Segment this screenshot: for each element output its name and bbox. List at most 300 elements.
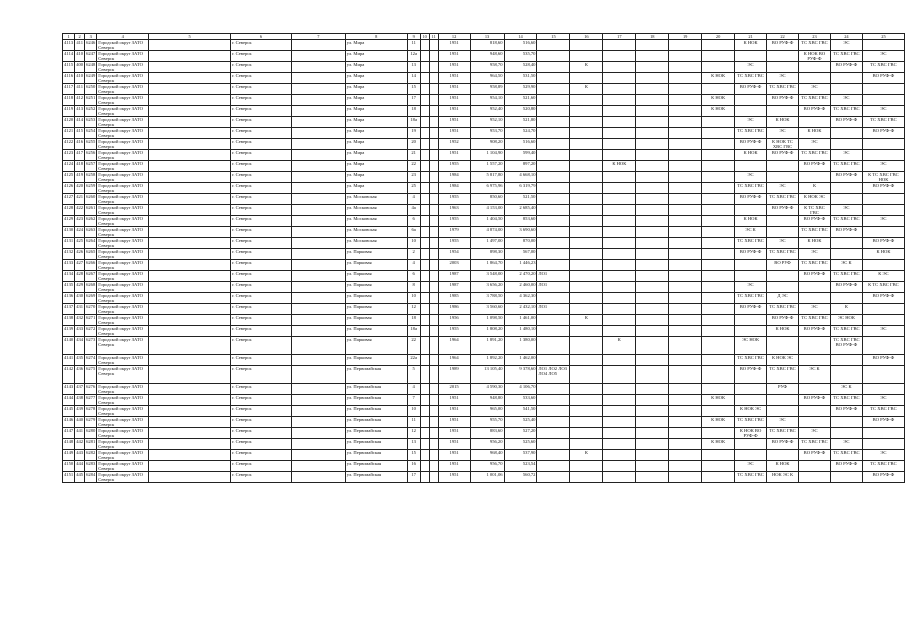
column-number: 11 <box>429 34 438 40</box>
col-20-cell <box>702 227 735 238</box>
col-21-cell: ТС ХВС ГВС <box>735 128 767 139</box>
year-cell: 1986 <box>438 304 470 315</box>
col-15-cell <box>537 326 570 337</box>
empty-cell <box>636 150 669 161</box>
living-area-cell: 520,80 <box>504 106 537 117</box>
col-15-cell <box>537 183 570 194</box>
empty-cell <box>420 315 429 326</box>
living-area-cell: 4 668,10 <box>504 172 537 183</box>
city-cell: г. Северск <box>230 461 291 472</box>
organization-cell: Городской округ ЗАТО Северск <box>97 84 149 95</box>
col-20-cell: К НОК <box>702 395 735 406</box>
sub-number: 440 <box>75 417 85 428</box>
col-23-cell <box>799 461 831 472</box>
col-21-cell: ВО РУФ-Ф <box>735 304 767 315</box>
object-code: 6258 <box>85 172 97 183</box>
living-area-cell: 535,70 <box>504 51 537 62</box>
street-cell: ул. Мира <box>345 84 407 95</box>
empty-cell <box>149 315 231 326</box>
column-number: 25 <box>862 34 904 40</box>
col-15-cell <box>537 472 570 483</box>
empty-cell <box>420 117 429 128</box>
sub-number: 437 <box>75 384 85 395</box>
col-23-cell <box>799 472 831 483</box>
empty-cell <box>636 40 669 51</box>
sub-number: 410 <box>75 73 85 84</box>
table-row <box>63 395 905 406</box>
object-code: 6257 <box>85 161 97 172</box>
col-25-cell <box>862 150 904 161</box>
sub-number: 444 <box>75 461 85 472</box>
organization-cell: Городской округ ЗАТО Северск <box>97 428 149 439</box>
column-number: 12 <box>438 34 470 40</box>
col-22-cell: ВО РУФ-Ф <box>767 150 799 161</box>
empty-cell <box>420 384 429 395</box>
house-number-cell: 25 <box>407 183 420 194</box>
total-area-cell: 958,89 <box>470 84 504 95</box>
street-cell: ул. Мира <box>345 40 407 51</box>
record-number: 4136 <box>63 293 75 304</box>
year-cell: 1954 <box>438 249 470 260</box>
col-21-cell: ЭС <box>735 461 767 472</box>
col-25-cell: ЭС <box>862 450 904 461</box>
year-cell: 1951 <box>438 40 470 51</box>
total-area-cell: 4 153,00 <box>470 205 504 216</box>
col-23-cell: К <box>799 183 831 194</box>
total-area-cell: 1 098,50 <box>470 315 504 326</box>
total-area-cell: 1 892,20 <box>470 355 504 366</box>
organization-cell: Городской округ ЗАТО Северск <box>97 194 149 205</box>
year-cell: 1987 <box>438 282 470 293</box>
col-20-cell <box>702 249 735 260</box>
empty-cell <box>429 337 438 355</box>
total-area-cell: 952,40 <box>470 106 504 117</box>
empty-cell <box>669 161 702 172</box>
col-17-cell <box>603 395 636 406</box>
column-number: 2 <box>75 34 85 40</box>
col-21-cell: ВО РУФ-Ф <box>735 139 767 150</box>
col-24-cell <box>830 428 862 439</box>
empty-cell <box>149 395 231 406</box>
record-number: 4143 <box>63 384 75 395</box>
empty-cell <box>149 238 231 249</box>
total-area-cell: 1 808,20 <box>470 326 504 337</box>
record-number: 4146 <box>63 417 75 428</box>
empty-cell <box>429 227 438 238</box>
empty-cell <box>149 183 231 194</box>
total-area-cell: 3 548,00 <box>470 271 504 282</box>
record-number: 4138 <box>63 315 75 326</box>
record-number: 4131 <box>63 238 75 249</box>
total-area-cell: 1 001,06 <box>470 472 504 483</box>
empty-cell <box>429 139 438 150</box>
register-sheet <box>62 33 905 483</box>
table-row <box>63 271 905 282</box>
empty-cell <box>149 150 231 161</box>
sub-number: 435 <box>75 355 85 366</box>
col-21-cell <box>735 95 767 106</box>
empty-cell <box>149 51 231 62</box>
col-17-cell <box>603 150 636 161</box>
col-23-cell: К НОК ЭС <box>799 194 831 205</box>
col-17-cell <box>603 172 636 183</box>
record-number: 4140 <box>63 337 75 355</box>
empty-cell <box>429 62 438 73</box>
col-17-cell <box>603 73 636 84</box>
col-25-cell <box>862 194 904 205</box>
table-row <box>63 293 905 304</box>
col-21-cell: ТС ХВС ГВС <box>735 355 767 366</box>
empty-cell <box>669 150 702 161</box>
col-16-cell <box>570 73 603 84</box>
house-number-cell: 2 <box>407 249 420 260</box>
empty-cell <box>636 161 669 172</box>
column-number: 13 <box>470 34 504 40</box>
col-17-cell <box>603 117 636 128</box>
record-number: 4149 <box>63 450 75 461</box>
empty-cell <box>420 73 429 84</box>
table-row <box>63 172 905 183</box>
street-cell: ул. Первомайская <box>345 461 407 472</box>
record-number: 4126 <box>63 183 75 194</box>
col-25-cell <box>862 315 904 326</box>
col-15-cell <box>537 337 570 355</box>
col-23-cell <box>799 62 831 73</box>
object-code: 6255 <box>85 139 97 150</box>
col-20-cell <box>702 271 735 282</box>
col-22-cell <box>767 282 799 293</box>
city-cell: г. Северск <box>230 395 291 406</box>
col-22-cell <box>767 62 799 73</box>
empty-cell <box>429 395 438 406</box>
object-code: 6284 <box>85 472 97 483</box>
column-number: 15 <box>537 34 570 40</box>
organization-cell: Городской округ ЗАТО Северск <box>97 366 149 384</box>
col-16-cell <box>570 40 603 51</box>
empty-cell <box>291 282 345 293</box>
empty-cell <box>429 161 438 172</box>
col-17-cell <box>603 355 636 366</box>
empty-cell <box>420 62 429 73</box>
col-17-cell <box>603 194 636 205</box>
year-cell: 1979 <box>438 227 470 238</box>
empty-cell <box>420 139 429 150</box>
col-17-cell <box>603 461 636 472</box>
year-cell: 1984 <box>438 183 470 194</box>
city-cell: г. Северск <box>230 293 291 304</box>
total-area-cell: 958,70 <box>470 62 504 73</box>
empty-cell <box>429 439 438 450</box>
table-row <box>63 227 905 238</box>
col-16-cell <box>570 161 603 172</box>
col-25-cell <box>862 260 904 271</box>
col-17-cell <box>603 249 636 260</box>
col-16-cell <box>570 472 603 483</box>
record-number: 4151 <box>63 472 75 483</box>
year-cell: 1987 <box>438 271 470 282</box>
col-20-cell <box>702 150 735 161</box>
col-15-cell <box>537 205 570 216</box>
col-16-cell <box>570 366 603 384</box>
empty-cell <box>669 366 702 384</box>
living-area-cell: 527,20 <box>504 428 537 439</box>
empty-cell <box>636 293 669 304</box>
organization-cell: Городской округ ЗАТО Северск <box>97 395 149 406</box>
organization-cell: Городской округ ЗАТО Северск <box>97 227 149 238</box>
house-number-cell: 10 <box>407 238 420 249</box>
col-22-cell <box>767 337 799 355</box>
living-area-cell: 521,80 <box>504 117 537 128</box>
column-number: 9 <box>407 34 420 40</box>
col-25-cell: ЭС <box>862 106 904 117</box>
col-21-cell: К НОК ЭС <box>735 406 767 417</box>
record-number: 4121 <box>63 128 75 139</box>
total-area-cell: 883,60 <box>470 428 504 439</box>
year-cell: 1964 <box>438 355 470 366</box>
house-number-cell: 8 <box>407 282 420 293</box>
record-number: 4128 <box>63 205 75 216</box>
column-number: 10 <box>420 34 429 40</box>
record-number: 4132 <box>63 249 75 260</box>
living-area-cell: 521,50 <box>504 194 537 205</box>
col-20-cell <box>702 326 735 337</box>
house-number-cell: 22 <box>407 161 420 172</box>
empty-cell <box>669 205 702 216</box>
house-number-cell: 19 <box>407 128 420 139</box>
empty-cell <box>291 326 345 337</box>
living-area-cell: 2 460,00 <box>504 282 537 293</box>
street-cell: ул. Первомайская <box>345 406 407 417</box>
living-area-cell: 523,54 <box>504 461 537 472</box>
col-23-cell: ТС ХВС ГВС <box>799 315 831 326</box>
house-number-cell: 15 <box>407 84 420 95</box>
empty-cell <box>291 472 345 483</box>
organization-cell: Городской округ ЗАТО Северск <box>97 417 149 428</box>
empty-cell <box>429 95 438 106</box>
empty-cell <box>420 106 429 117</box>
empty-cell <box>149 73 231 84</box>
col-16-cell <box>570 337 603 355</box>
col-21-cell: ТС ХВС ГВС <box>735 417 767 428</box>
city-cell: г. Северск <box>230 337 291 355</box>
table-row <box>63 238 905 249</box>
empty-cell <box>429 183 438 194</box>
city-cell: г. Северск <box>230 216 291 227</box>
col-17-cell <box>603 62 636 73</box>
col-15-cell: ЛО1 <box>537 271 570 282</box>
record-number: 4115 <box>63 62 75 73</box>
col-21-cell <box>735 51 767 62</box>
object-code: 6248 <box>85 62 97 73</box>
house-number-cell: 15 <box>407 450 420 461</box>
col-16-cell <box>570 417 603 428</box>
col-21-cell: ТС ХВС ГВС <box>735 472 767 483</box>
col-21-cell: ЭС <box>735 117 767 128</box>
col-25-cell: К ЭС <box>862 271 904 282</box>
organization-cell: Городской округ ЗАТО Северск <box>97 384 149 395</box>
living-area-cell: 897,20 <box>504 161 537 172</box>
table-row <box>63 282 905 293</box>
empty-cell <box>291 73 345 84</box>
year-cell: 2003 <box>438 260 470 271</box>
col-24-cell <box>830 194 862 205</box>
table-row <box>63 355 905 366</box>
col-21-cell: ЭС <box>735 62 767 73</box>
street-cell: ул. Первомайская <box>345 450 407 461</box>
col-15-cell <box>537 238 570 249</box>
empty-cell <box>636 315 669 326</box>
street-cell: ул. Парковая <box>345 337 407 355</box>
empty-cell <box>291 461 345 472</box>
organization-cell: Городской округ ЗАТО Северск <box>97 106 149 117</box>
col-25-cell: К ТС ХВС ГВС НОК <box>862 172 904 183</box>
empty-cell <box>149 461 231 472</box>
record-number: 4133 <box>63 260 75 271</box>
total-area-cell: 1 104,90 <box>470 150 504 161</box>
column-number: 19 <box>669 34 702 40</box>
city-cell: г. Северск <box>230 238 291 249</box>
organization-cell: Городской округ ЗАТО Северск <box>97 216 149 227</box>
sub-number: 417 <box>75 150 85 161</box>
empty-cell <box>420 337 429 355</box>
empty-cell <box>291 194 345 205</box>
empty-cell <box>636 366 669 384</box>
col-16-cell <box>570 271 603 282</box>
col-22-cell: К НОК <box>767 461 799 472</box>
year-cell: 1963 <box>438 205 470 216</box>
column-number: 5 <box>149 34 231 40</box>
empty-cell <box>636 472 669 483</box>
city-cell: г. Северск <box>230 40 291 51</box>
total-area-cell: 6 975,96 <box>470 183 504 194</box>
total-area-cell: 3 788,50 <box>470 293 504 304</box>
col-21-cell: ЭС К <box>735 227 767 238</box>
year-cell: 1985 <box>438 293 470 304</box>
empty-cell <box>420 249 429 260</box>
empty-cell <box>149 304 231 315</box>
empty-cell <box>420 355 429 366</box>
living-area-cell: 2 685,40 <box>504 205 537 216</box>
empty-cell <box>291 271 345 282</box>
empty-cell <box>429 117 438 128</box>
col-22-cell: ВО РУФ-Ф <box>767 439 799 450</box>
empty-cell <box>429 51 438 62</box>
organization-cell: Городской округ ЗАТО Северск <box>97 238 149 249</box>
col-24-cell <box>830 73 862 84</box>
table-row <box>63 139 905 150</box>
col-17-cell <box>603 304 636 315</box>
col-17-cell <box>603 238 636 249</box>
col-20-cell <box>702 355 735 366</box>
record-number: 4118 <box>63 95 75 106</box>
col-23-cell: ВО РУФ-Ф <box>799 395 831 406</box>
table-row <box>63 326 905 337</box>
col-16-cell <box>570 139 603 150</box>
object-code: 6263 <box>85 227 97 238</box>
col-23-cell: ВО РУФ-Ф <box>799 161 831 172</box>
empty-cell <box>669 183 702 194</box>
street-cell: ул. Первомайская <box>345 439 407 450</box>
empty-cell <box>669 439 702 450</box>
col-16-cell: К <box>570 84 603 95</box>
sub-number: 428 <box>75 271 85 282</box>
record-number: 4139 <box>63 326 75 337</box>
empty-cell <box>291 304 345 315</box>
empty-cell <box>429 172 438 183</box>
col-15-cell <box>537 161 570 172</box>
empty-cell <box>669 249 702 260</box>
sub-number: 425 <box>75 238 85 249</box>
table-row <box>63 384 905 395</box>
col-15-cell <box>537 450 570 461</box>
living-area-cell: 516,60 <box>504 139 537 150</box>
year-cell: 1951 <box>438 117 470 128</box>
empty-cell <box>291 227 345 238</box>
house-number-cell: 17 <box>407 472 420 483</box>
street-cell: ул. Мира <box>345 73 407 84</box>
total-area-cell: 3 560,60 <box>470 304 504 315</box>
col-24-cell: ВО РУФ-Ф <box>830 62 862 73</box>
record-number: 4142 <box>63 366 75 384</box>
living-area-cell: 521,60 <box>504 95 537 106</box>
col-16-cell <box>570 117 603 128</box>
col-17-cell <box>603 216 636 227</box>
empty-cell <box>429 205 438 216</box>
col-25-cell: ВО РУФ-Ф <box>862 355 904 366</box>
col-16-cell <box>570 227 603 238</box>
object-code: 6281 <box>85 439 97 450</box>
empty-cell <box>149 84 231 95</box>
column-number: 14 <box>504 34 537 40</box>
sub-number: 418 <box>75 161 85 172</box>
empty-cell <box>669 326 702 337</box>
sub-number: 430 <box>75 293 85 304</box>
total-area-cell: 948,60 <box>470 51 504 62</box>
organization-cell: Городской округ ЗАТО Северск <box>97 439 149 450</box>
col-24-cell: ВО РУФ-Ф <box>830 282 862 293</box>
house-number-cell: 4 <box>407 194 420 205</box>
col-21-cell <box>735 315 767 326</box>
house-number-cell: 7 <box>407 395 420 406</box>
col-22-cell: ЭС <box>767 238 799 249</box>
col-23-cell: К НОК <box>799 128 831 139</box>
street-cell: ул. Парковая <box>345 271 407 282</box>
sub-number: 412 <box>75 95 85 106</box>
empty-cell <box>420 194 429 205</box>
living-area-cell: 524,70 <box>504 128 537 139</box>
city-cell: г. Северск <box>230 384 291 395</box>
object-code: 6251 <box>85 95 97 106</box>
object-code: 6252 <box>85 106 97 117</box>
empty-cell <box>429 384 438 395</box>
col-24-cell <box>830 139 862 150</box>
empty-cell <box>420 128 429 139</box>
col-17-cell <box>603 84 636 95</box>
organization-cell: Городской округ ЗАТО Северск <box>97 161 149 172</box>
col-15-cell <box>537 395 570 406</box>
col-20-cell: К НОК <box>702 95 735 106</box>
living-area-cell: 9 378,60 <box>504 366 537 384</box>
empty-cell <box>429 128 438 139</box>
col-23-cell: ВО РУФ-Ф <box>799 216 831 227</box>
total-area-cell: 898,30 <box>470 249 504 260</box>
col-15-cell <box>537 260 570 271</box>
empty-cell <box>291 395 345 406</box>
record-number: 4123 <box>63 150 75 161</box>
empty-cell <box>291 260 345 271</box>
col-16-cell <box>570 128 603 139</box>
empty-cell <box>669 293 702 304</box>
